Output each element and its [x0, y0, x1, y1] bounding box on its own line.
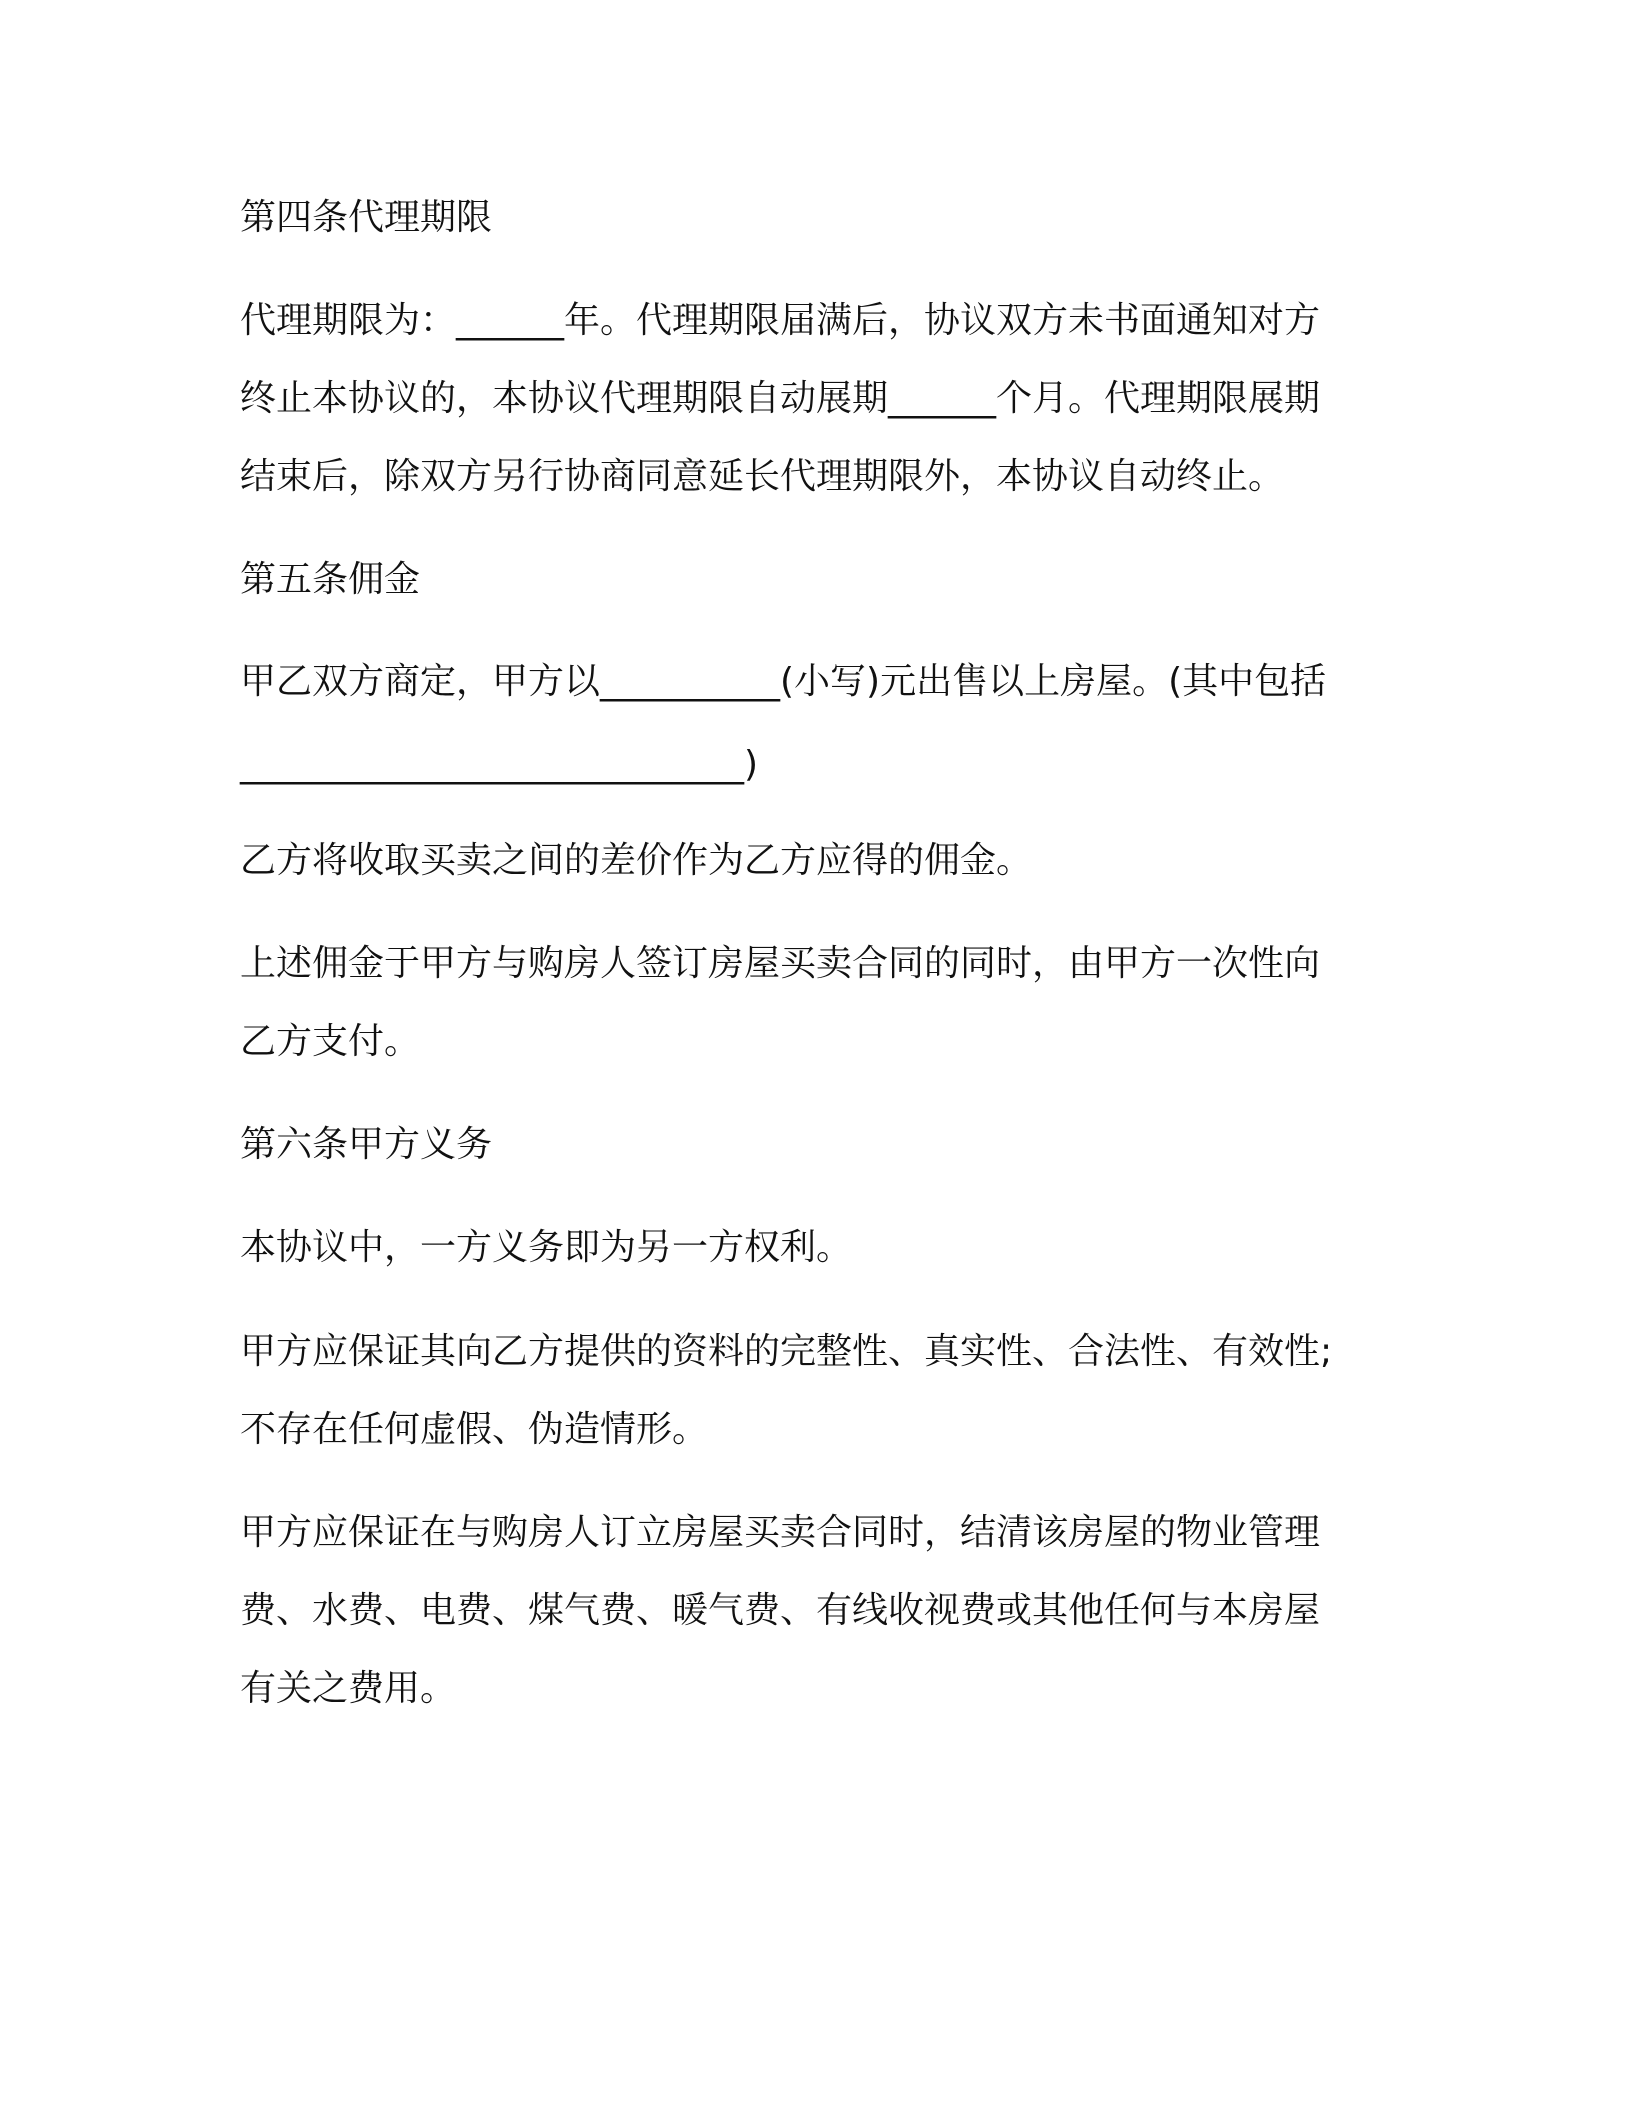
article4-line-1: 代理期限为：______年。代理期限届满后，协议双方未书面通知对方: [240, 300, 1321, 341]
article5-heading: 第五条佣金: [240, 559, 421, 600]
article6-fees-line-1: 甲方应保证在与购房人订立房屋买卖合同时，结清该房屋的物业管理: [240, 1512, 1321, 1553]
article6-guarantee-line-2: 不存在任何虚假、伪造情形。: [240, 1409, 709, 1450]
article6-heading: 第六条甲方义务: [240, 1124, 493, 1165]
article5-commission-line: 乙方将收取买卖之间的差价作为乙方应得的佣金。: [240, 840, 1033, 881]
article5-payment-line-1: 上述佣金于甲方与购房人签订房屋买卖合同的同时，由甲方一次性向: [240, 943, 1321, 984]
article6-guarantee-line-1: 甲方应保证其向乙方提供的资料的完整性、真实性、合法性、有效性;: [240, 1331, 1333, 1372]
article6-fees-line-3: 有关之费用。: [240, 1668, 457, 1709]
article4-heading: 第四条代理期限: [240, 197, 493, 238]
article6-intro: 本协议中，一方义务即为另一方权利。: [240, 1227, 853, 1268]
article5-price-line-1: 甲乙双方商定，甲方以__________(小写)元出售以上房屋。(其中包括: [240, 661, 1327, 702]
article6-fees-line-2: 费、水费、电费、煤气费、暖气费、有线收视费或其他任何与本房屋: [240, 1590, 1321, 1631]
article5-price-line-2: ____________________________): [240, 744, 759, 785]
article4-line-3: 结束后，除双方另行协商同意延长代理期限外，本协议自动终止。: [240, 456, 1285, 497]
article5-payment-line-2: 乙方支付。: [240, 1021, 421, 1062]
article4-line-2: 终止本协议的，本协议代理期限自动展期______个月。代理期限展期: [240, 378, 1321, 419]
